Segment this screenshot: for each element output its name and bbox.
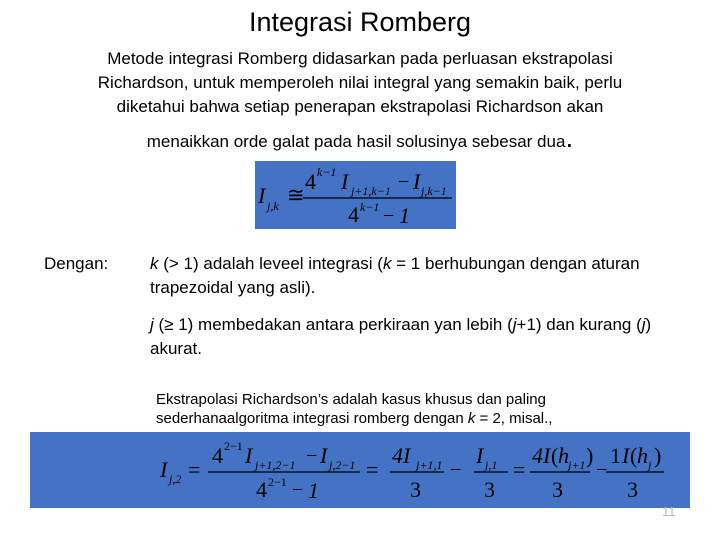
f1-approx: ≅	[287, 183, 305, 207]
f1-den-one: 1	[399, 203, 410, 228]
romberg-formula	[255, 161, 456, 229]
f2-f4-paren-close: )	[586, 443, 594, 468]
f2-f1-i2: I	[320, 443, 328, 468]
romberg-formula-box	[255, 161, 456, 229]
slide-title: Integrasi Romberg	[248, 7, 472, 37]
f1-den-minus: −	[383, 205, 395, 227]
f2-minus-3: −	[596, 459, 608, 481]
j-var-2: j	[512, 315, 517, 334]
f1-num-i1: I	[341, 169, 349, 194]
f2-f1-den-minus: −	[292, 479, 304, 501]
f1-lhs-sub: j,k	[267, 199, 279, 213]
special-case-text: Ekstrapolasi Richardson’s adalah kasus khusus dan paling sederhanaalgoritma integrasi romberg dengan	[156, 391, 546, 427]
f2-f2-num: 4I	[392, 443, 411, 468]
f2-f1-num-exp: 2−1	[224, 439, 243, 453]
intro-paragraph: Metode integrasi Romberg didasarkan pada perluasan ekstrapolasi Richardson, untuk memperoleh nilai integral yang semakin baik, perlu diketahui bahwa setiap penerapan ekstrapolasi Richardson akan	[97, 49, 623, 116]
f1-num-base: 4	[305, 169, 316, 194]
dengan-label: Dengan:	[44, 254, 109, 273]
f2-lhs: I	[160, 457, 168, 482]
f2-minus-2: −	[450, 459, 462, 481]
f2-f1-num-base: 4	[212, 443, 223, 468]
f2-f5-h: h	[637, 443, 648, 468]
f2-f1-den-base: 4	[256, 477, 267, 502]
f1-den-exp: k−1	[360, 200, 380, 214]
j-desc-text-2: +1) dan kurang (	[516, 315, 642, 334]
special-case-k: k	[467, 410, 476, 427]
f2-f1-i1: I	[245, 443, 253, 468]
f2-eq-3: =	[513, 457, 526, 482]
f1-den-base: 4	[348, 202, 359, 227]
f2-f4-h: h	[558, 443, 569, 468]
f2-eq-2: =	[366, 457, 379, 482]
j-desc-text: (≥ 1) membedakan antara perkiraan yan lebih (	[153, 315, 513, 334]
f1-num-exp: k−1	[317, 165, 337, 179]
f2-f5-paren-open: (	[630, 443, 638, 468]
f2-f1-den-exp: 2−1	[268, 475, 287, 489]
j-description	[150, 313, 695, 361]
f2-f4-den: 3	[552, 477, 563, 502]
f2-f4-sub: j+1	[568, 458, 586, 472]
intro-period: .	[565, 122, 574, 153]
richardson-formula-box	[30, 432, 690, 508]
f2-f2-num-sub: j+1,1	[416, 458, 443, 472]
j-var: j	[150, 315, 154, 334]
f1-lhs: I	[258, 183, 266, 208]
richardson-special-case	[156, 390, 626, 428]
f2-f4-num: 4I	[532, 443, 551, 468]
k-desc-text-2: = 1 berhubungan dengan aturan trapezoidal yang asli).	[150, 254, 640, 297]
f2-f1-i1-sub: j+1,2−1	[255, 458, 296, 472]
f2-f1-i2-sub: j,2−1	[329, 458, 356, 472]
f1-num-i2: I	[413, 169, 421, 194]
f2-f1-minus: −	[306, 445, 318, 467]
j-desc-text-3: ) akurat.	[150, 315, 652, 358]
f2-f5-i: I	[622, 443, 630, 468]
f2-f1-den-one: 1	[308, 478, 319, 503]
f2-f5-sub: j	[648, 458, 652, 472]
intro-last-line-text: menaikkan orde galat pada hasil solusinya sebesar dua	[146, 132, 566, 151]
f2-f4-paren-open: (	[551, 443, 559, 468]
f2-f3-num: I	[476, 443, 484, 468]
k-var: k	[150, 254, 159, 273]
intro-last-line	[0, 122, 720, 154]
f1-num-i2-sub: j,k−1	[421, 184, 447, 198]
f2-f5-num: 1	[610, 443, 621, 468]
j-var-3: j	[641, 315, 646, 334]
k-description	[150, 252, 695, 300]
special-case-text-2: = 2, misal.,	[475, 410, 553, 427]
f2-f3-num-sub: j,1	[485, 458, 498, 472]
f2-f5-den: 3	[627, 477, 638, 502]
f2-f5-paren-close: )	[654, 443, 662, 468]
f2-lhs-sub: j,2	[169, 472, 182, 486]
f1-num-minus: −	[398, 171, 410, 193]
f2-f2-den: 3	[410, 477, 421, 502]
richardson-formula	[30, 432, 690, 508]
k-var-2: k	[382, 254, 392, 273]
f2-eq-1: =	[188, 457, 201, 482]
f1-num-i1-sub: j+1,k−1	[351, 184, 391, 198]
page-number: 11	[662, 504, 676, 519]
f2-f3-den: 3	[484, 477, 495, 502]
k-desc-text: (> 1) adalah leveel integrasi (	[158, 254, 383, 273]
